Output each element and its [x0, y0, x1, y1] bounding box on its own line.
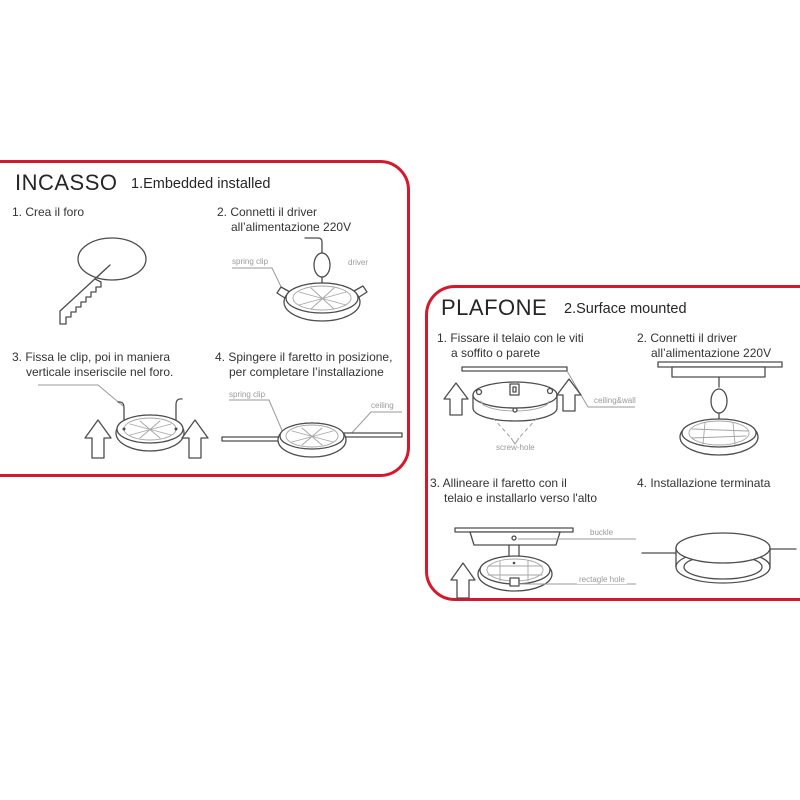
label-rectangle-hole: rectagle hole [579, 575, 625, 584]
step-line: 4. Spingere il faretto in posizione, [215, 350, 393, 364]
incasso-subtitle: 1.Embedded installed [131, 176, 271, 192]
ceiling-bar [658, 362, 782, 367]
step-line: per completare l’installazione [229, 365, 384, 379]
plafone-step-1-text [437, 331, 584, 361]
illustration-fix-clips [30, 378, 220, 470]
driver-body [711, 389, 727, 413]
step-line: 1. Fissare il telaio con le viti [437, 331, 584, 345]
center-screw-hole [513, 408, 517, 412]
up-arrow-right [557, 379, 581, 411]
power-wire [305, 238, 322, 253]
label-driver: driver [348, 258, 369, 267]
step-line: all’alimentazione 220V [651, 346, 772, 360]
plafone-step-2-text [637, 331, 771, 361]
illustration-fix-frame [437, 358, 637, 463]
incasso-step-3-text [12, 350, 173, 380]
clip-pivot-left [123, 428, 126, 431]
screw-right [548, 389, 553, 394]
label-ceiling: ceiling [371, 401, 394, 410]
illustration-cut-hole [40, 225, 180, 330]
up-arrow-left [85, 420, 111, 458]
driver-body [314, 253, 330, 277]
incasso-step-1-text [12, 205, 84, 220]
step-line: 2. Connetti il driver [637, 331, 738, 345]
illustration-connect-driver [225, 230, 400, 340]
step-line: 3. Allineare il faretto con il [430, 476, 567, 490]
step-line: 4. Installazione terminata [637, 476, 771, 490]
plafone-step-3-text [430, 476, 597, 506]
label-spring-clip: spring clip [229, 390, 266, 399]
label-buckle: buckle [590, 528, 614, 537]
spring-clip-leader-line [229, 400, 284, 435]
clip-leader-line [38, 385, 123, 406]
incasso-step-4-text [215, 350, 392, 380]
step-line: telaio e installarlo verso l'alto [444, 491, 598, 505]
step-line: all’alimentazione 220V [231, 220, 352, 234]
illustration-finished [640, 520, 798, 600]
hole-ellipse [78, 238, 146, 280]
rectangle-hole [510, 578, 519, 586]
lamp-top-rim [676, 533, 770, 563]
illustration-connect-driver-surface [650, 358, 790, 466]
saw-arrow [60, 265, 110, 324]
buckle-clip-slot [513, 387, 516, 392]
step-line: 2. Connetti il driver [217, 205, 318, 219]
screw-left [477, 390, 482, 395]
up-arrow-right [182, 420, 208, 458]
step-line: 3. Fissa le clip, poi in maniera [12, 350, 171, 364]
up-arrow [451, 563, 475, 598]
incasso-title: INCASSO [15, 170, 118, 195]
step-line: a soffito o parete [451, 346, 541, 360]
plafone-subtitle: 2.Surface mounted [564, 301, 687, 317]
alignment-dot [513, 562, 516, 565]
mounted-frame [672, 367, 765, 377]
buckle-hole [512, 536, 516, 540]
label-spring-clip: spring clip [232, 257, 269, 266]
up-arrow-left [444, 383, 468, 415]
ceiling-bar-right [344, 433, 402, 437]
step-line: 1. Crea il foro [12, 205, 85, 219]
step-line: verticale inseriscile nel foro. [26, 365, 174, 379]
clip-pivot-right [175, 428, 178, 431]
ceiling-bar [462, 367, 567, 371]
plafone-step-4-text [637, 476, 770, 491]
label-ceiling-wall: ceiling&wall [594, 396, 636, 405]
ceiling-bar-left [222, 437, 280, 441]
lamp-top-rim [682, 419, 756, 447]
label-screw-hole: screw-hole [496, 443, 535, 452]
plafone-title: PLAFONE [441, 295, 548, 320]
